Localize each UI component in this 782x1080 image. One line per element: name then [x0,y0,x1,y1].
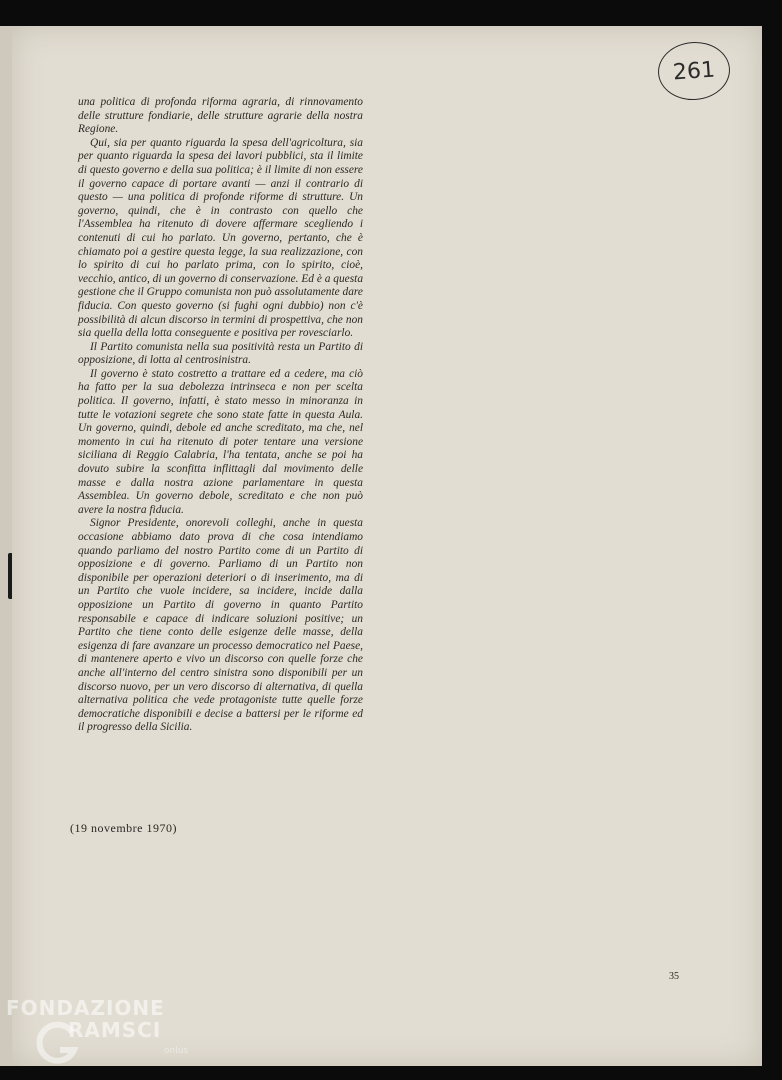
watermark-line2: RAMSCI [68,1018,162,1042]
paragraph: una politica di profonda riforma agraria, di rinnovamento delle strutture fondiarie, delle strutture agrarie della nostra Regione. [78,96,363,136]
watermark-line1: FONDAZIONE [6,996,165,1020]
body-text [78,96,363,735]
paragraph: Qui, sia per quanto riguarda la spesa dell'agricoltura, sia per quanto riguarda la spesa dei lavori pubblici, sta il limite di questo governo e della sua politica; è il limite di non essere il governo capace di portare avanti — anzi il contrario di questo — una politica di profonde riforme di strutture. Un governo, quindi, che è in contrasto con quello che l'Assemblea ha ritenuto di dovere affermare scegliendo i contenuti di cui ho parlato. Un governo, pertanto, che è chiamato poi a gestire questa legge, la sua realizzazione, con lo spirito di cui ho parlato prima, con lo spirito, cioè, vecchio, antico, di un governo di conservazione. Ed è a questa gestione che il Gruppo comunista non può assolutamente dare fiducia. Con questo governo (si fughi ogni dubbio) non c'è possibilità di alcun discorso in termini di prospettiva, che non sia quella della lotta conseguente e positiva per rovesciarlo. [78,136,364,340]
paragraph: Il governo è stato costretto a trattare ed a cedere, ma ciò ha fatto per la sua debolezza intrinseca e non per scelta politica. Il governo, infatti, è stato messo in minoranza in tutte le votazioni segrete che sono state fatte in questa Aula. Un governo, quindi, debole ed anche screditato, ma che, nel momento in cui ha ritenuto di poter tentare una versione siciliana di Reggio Calabria, l'ha tentata, anche se poi ha dovuto subire la sconfitta inflittagli dal movimento delle masse e dalla nostra azione parlamentare in questa Assemblea. Un governo debole, screditato e che non può avere la nostra fiducia. [78,367,363,516]
paragraph: Signor Presidente, onorevoli colleghi, anche in questa occasione abbiamo dato prova di che cosa intendiamo quando parliamo del nostro Partito come di un Partito di opposizione e di governo. Parliamo di un Partito non disponibile per operazioni deteriori o di inserimento, ma di un Partito che vuole incidere, sa incidere, incide dalla opposizione un Partito di governo in quanto Partito responsabile e capace di indicare soluzioni positive; un Partito che tiene conto delle esigenze delle masse, della esigenza di fare avanzare un processo democratico nel Paese, di mantenere aperto e vivo un discorso con quelle forze che anche all'interno del centro sinistra sono disponibili per un discorso nuovo, per un vero discorso di alternativa, di quella alternativa politica che vede protagoniste tutte quelle forze democratiche disponibili e decise a battersi per le riforme ed il progresso della Sicilia. [78,517,363,734]
paragraph: Il Partito comunista nella sua positività resta un Partito di opposizione, di lotta al centrosinistra. [78,340,363,367]
watermark-logo [6,996,196,1072]
page-number: 35 [669,971,679,982]
speech-date: (19 novembre 1970) [70,821,177,835]
archive-number-stamp: 261 [656,40,732,103]
watermark-small: onlus [164,1046,189,1056]
